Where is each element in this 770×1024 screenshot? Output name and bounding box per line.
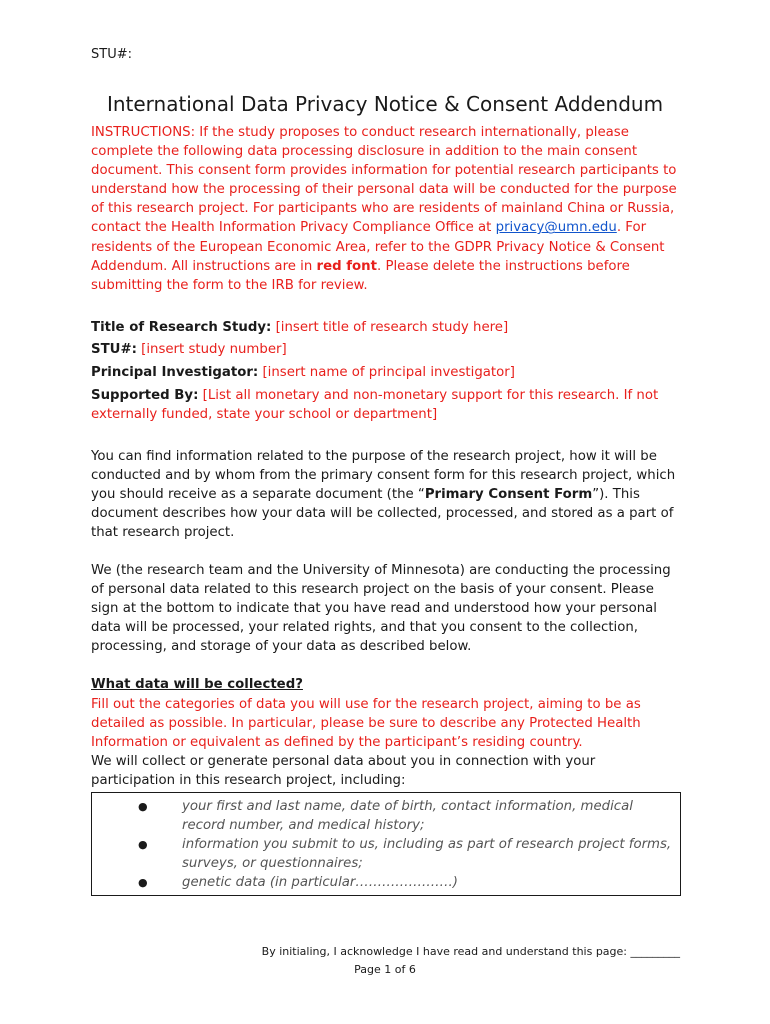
document-title: International Data Privacy Notice & Consent Addendum xyxy=(106,92,664,116)
principal-investigator-field xyxy=(91,362,681,385)
list-item-text: your first and last name, date of birth, contact information, medical record number, and medical history; xyxy=(182,799,633,834)
instructions-text-2: . For residents of the European Economic Area, refer to the GDPR Privacy Notice & Consent Addendum. All instructions are in xyxy=(91,220,665,274)
primary-consent-text-2: ”). This document describes how your data will be collected, processed, and stored as a part of that research project. xyxy=(91,486,674,540)
bullet-icon: ● xyxy=(138,800,148,814)
supported-by-field xyxy=(91,386,681,424)
principal-investigator-value: [insert name of principal investigator] xyxy=(262,364,515,380)
data-collected-intro: We will collect or generate personal data about you in connection with your participation in this research project, including: xyxy=(91,753,596,788)
list-item-text: genetic data (in particular………………….) xyxy=(182,875,458,891)
list-item-text: information you submit to us, including as part of research project forms, surveys, or questionnaires; xyxy=(182,837,672,872)
privacy-email-link[interactable]: privacy@umn.edu xyxy=(495,220,617,236)
initial-acknowledgement: By initialing, I acknowledge I have read and understand this page: _________ xyxy=(261,945,680,958)
list-item xyxy=(92,873,680,892)
bullet-icon: ● xyxy=(138,838,148,852)
consent-basis-paragraph: We (the research team and the University of Minnesota) are conducting the processing of personal data related to this research project on the basis of your consent. Please sign at the bottom to indicate that you have read and understood how your personal data will be processed, your related rights, and that you consent to the collection, processing, and storage of your data as described below. xyxy=(91,563,671,655)
primary-consent-text-1: You can find information related to the purpose of the research project, how it will be conducted and by whom from the primary consent form for this research project, which you should receive as a separate document (the “ xyxy=(91,448,676,502)
list-item xyxy=(92,797,680,835)
stu-number-value: [insert study number] xyxy=(141,342,287,358)
supported-by-value: [List all monetary and non-monetary support for this research. If not externally funded, state your school or department] xyxy=(91,388,659,423)
supported-by-label: Supported By: xyxy=(91,388,199,404)
page-number: Page 1 of 6 xyxy=(354,963,416,976)
primary-consent-paragraph xyxy=(91,447,681,542)
stu-header-label: STU#: xyxy=(91,47,132,62)
study-title-label: Title of Research Study: xyxy=(91,319,272,335)
data-collected-heading: What data will be collected? xyxy=(91,677,303,693)
data-collected-instruction: Fill out the categories of data you will use for the research project, aiming to be as detailed as possible. In particular, please be sure to describe any Protected Health Information or equivalent as defined by the participant’s residing country. xyxy=(91,696,641,750)
study-title-field xyxy=(91,317,681,340)
stu-number-label: STU#: xyxy=(91,342,137,358)
bullet-icon: ● xyxy=(138,876,148,890)
study-title-value: [insert title of research study here] xyxy=(275,319,509,335)
red-font-label: red font xyxy=(316,258,377,274)
instructions-text-1: INSTRUCTIONS: If the study proposes to conduct research internationally, please complete the following data processing disclosure in addition to the main consent document. This consent form provides information for potential research participants to understand how the processing of their personal data will be conducted for the purpose of this research project. For participants who are residents of mainland China or Russia, contact the Health Information Privacy Compliance Office at xyxy=(91,125,677,236)
data-categories-box xyxy=(91,792,681,895)
document-body xyxy=(91,123,681,896)
principal-investigator-label: Principal Investigator: xyxy=(91,364,259,380)
data-categories-list xyxy=(92,797,680,892)
primary-consent-form-term: Primary Consent Form xyxy=(424,486,593,502)
stu-number-field xyxy=(91,339,681,362)
list-item xyxy=(92,835,680,873)
instructions-paragraph xyxy=(91,123,681,295)
instructions-text-3: . Please delete the instructions before submitting the form to the IRB for review. xyxy=(91,258,630,293)
